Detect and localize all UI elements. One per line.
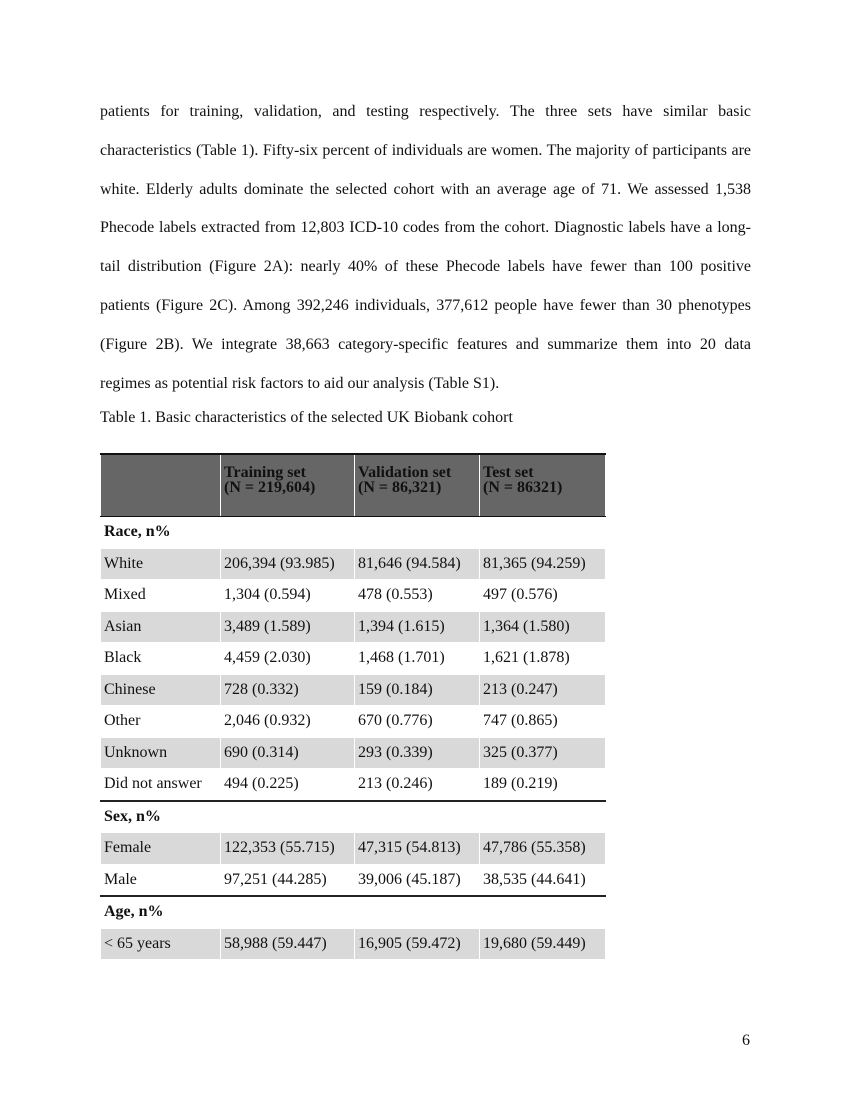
cell-test: 189 (0.219)	[480, 769, 606, 801]
table-row	[101, 706, 606, 738]
table-row	[101, 928, 606, 960]
cell-training: 97,251 (44.285)	[221, 864, 355, 896]
cell-validation: 478 (0.553)	[355, 580, 480, 612]
row-label: Male	[101, 864, 221, 896]
cell-validation: 1,394 (1.615)	[355, 611, 480, 643]
cell-training: 58,988 (59.447)	[221, 928, 355, 960]
table-row	[101, 611, 606, 643]
cell-training: 122,353 (55.715)	[221, 833, 355, 865]
table-row	[101, 737, 606, 769]
table-row	[101, 769, 606, 801]
group-label: Sex, n%	[101, 801, 221, 833]
cell-validation: 39,006 (45.187)	[355, 864, 480, 896]
cell-training: 690 (0.314)	[221, 737, 355, 769]
table-row	[101, 833, 606, 865]
table-row	[101, 674, 606, 706]
row-label: Did not answer	[101, 769, 221, 801]
header-test-set	[480, 454, 606, 517]
cell-training: 494 (0.225)	[221, 769, 355, 801]
row-label: Mixed	[101, 580, 221, 612]
row-label: Black	[101, 643, 221, 675]
header-empty-cell	[101, 454, 221, 517]
cell-training: 3,489 (1.589)	[221, 611, 355, 643]
body-paragraph: patients for training, validation, and testing respectively. The three sets have similar basic characteristics (Table 1). Fifty-six percent of individuals are women. The majority of participants are white. Elderly adults dominate the selected cohort with an average age of 71. We assessed 1,538 Phecode labels extracted from 12,803 ICD-10 codes from the cohort. Diagnostic labels have a long-tail distribution (Figure 2A): nearly 40% of these Phecode labels have fewer than 100 positive patients (Figure 2C). Among 392,246 individuals, 377,612 people have fewer than 30 phenotypes (Figure 2B). We integrate 38,663 category-specific features and summarize them into 20 data regimes as potential risk factors to aid our analysis (Table S1).	[100, 103, 751, 392]
cell-validation: 16,905 (59.472)	[355, 928, 480, 960]
header-training-name: Training set	[224, 464, 306, 481]
row-label: Chinese	[101, 674, 221, 706]
group-label: Race, n%	[101, 517, 221, 549]
group-header-sex	[101, 801, 606, 833]
cell-training: 2,046 (0.932)	[221, 706, 355, 738]
header-validation-set	[355, 454, 480, 517]
page-number: 6	[742, 1032, 750, 1049]
cell-training: 728 (0.332)	[221, 674, 355, 706]
characteristics-table	[100, 453, 606, 960]
cell-test: 497 (0.576)	[480, 580, 606, 612]
header-test-name: Test set	[483, 464, 534, 481]
cell-validation: 81,646 (94.584)	[355, 548, 480, 580]
cell-training: 206,394 (93.985)	[221, 548, 355, 580]
cell-test: 1,364 (1.580)	[480, 611, 606, 643]
row-label: Female	[101, 833, 221, 865]
row-label: Unknown	[101, 737, 221, 769]
cell-test: 38,535 (44.641)	[480, 864, 606, 896]
cell-validation: 670 (0.776)	[355, 706, 480, 738]
header-validation-n: (N = 86,321)	[358, 479, 442, 496]
cell-validation: 159 (0.184)	[355, 674, 480, 706]
cell-validation: 293 (0.339)	[355, 737, 480, 769]
row-label: < 65 years	[101, 928, 221, 960]
header-training-n: (N = 219,604)	[224, 479, 316, 496]
cell-training: 1,304 (0.594)	[221, 580, 355, 612]
cell-validation: 1,468 (1.701)	[355, 643, 480, 675]
table-row	[101, 864, 606, 896]
group-label: Age, n%	[101, 896, 221, 928]
cell-test: 213 (0.247)	[480, 674, 606, 706]
cell-validation: 213 (0.246)	[355, 769, 480, 801]
table-row	[101, 580, 606, 612]
table-caption: Table 1. Basic characteristics of the selected UK Biobank cohort	[100, 409, 513, 426]
header-validation-name: Validation set	[358, 464, 452, 481]
header-test-n: (N = 86321)	[483, 479, 563, 496]
header-training-set	[221, 454, 355, 517]
cell-test: 47,786 (55.358)	[480, 833, 606, 865]
cell-test: 81,365 (94.259)	[480, 548, 606, 580]
table-header-row	[101, 454, 606, 517]
group-header-race	[101, 517, 606, 549]
cell-test: 19,680 (59.449)	[480, 928, 606, 960]
cell-training: 4,459 (2.030)	[221, 643, 355, 675]
group-header-age	[101, 896, 606, 928]
row-label: Asian	[101, 611, 221, 643]
cell-validation: 47,315 (54.813)	[355, 833, 480, 865]
row-label: White	[101, 548, 221, 580]
table-row	[101, 548, 606, 580]
table-row	[101, 643, 606, 675]
cell-test: 325 (0.377)	[480, 737, 606, 769]
cell-test: 1,621 (1.878)	[480, 643, 606, 675]
row-label: Other	[101, 706, 221, 738]
cell-test: 747 (0.865)	[480, 706, 606, 738]
